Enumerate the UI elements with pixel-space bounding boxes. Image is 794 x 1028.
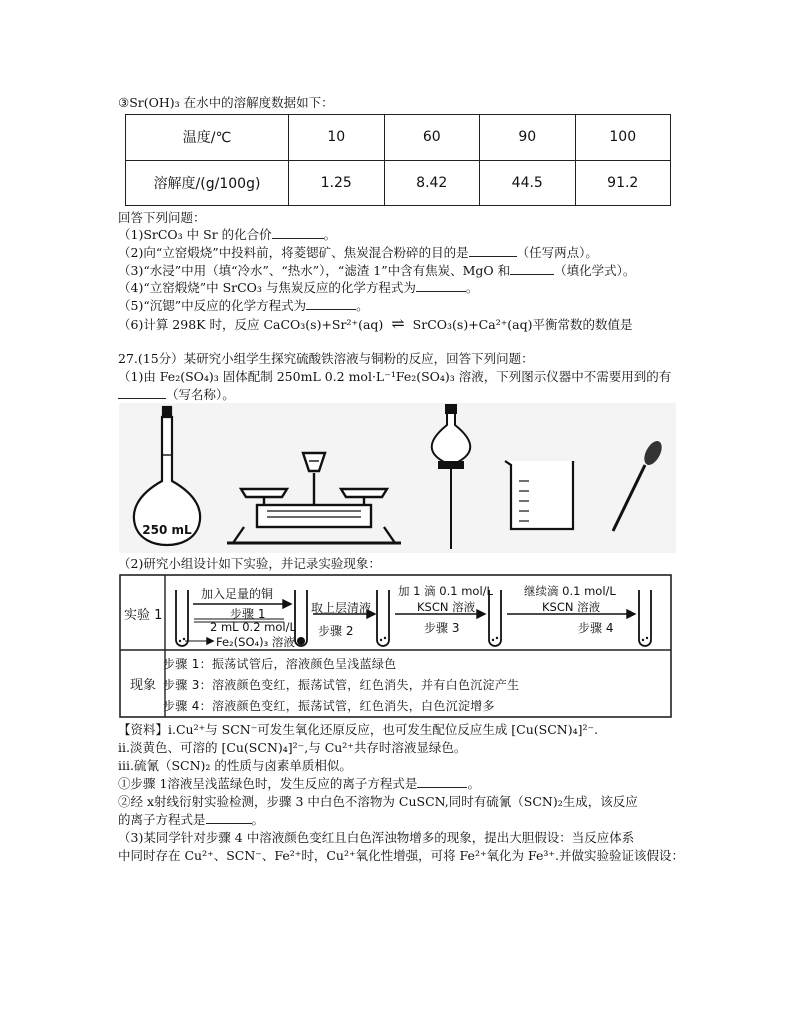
info-2: ii.淡黄色、可溶的 [Cu(SCN)₄]²⁻,与 Cu²⁺共存时溶液显绿色。 bbox=[118, 740, 467, 755]
q27-part2: （2)研究小组设计如下实验，并记录实验现象： bbox=[118, 556, 381, 571]
equilibrium-arrow: ⇌ bbox=[391, 314, 405, 333]
step3-reagent: 加 1 滴 0.1 mol/L bbox=[398, 584, 493, 598]
q27-header: 27.(15分）某研究小组学生探究硫酸铁溶液与铜粉的反应，回答下列问题： bbox=[118, 351, 534, 366]
apparatus-figure bbox=[119, 403, 676, 553]
copper-powder-icon bbox=[297, 637, 305, 645]
step2-label: 步骤 2 bbox=[318, 624, 354, 638]
phenomena-label: 现象 bbox=[130, 678, 157, 693]
phenomenon-step1: 步骤 1：振荡试管后，溶液颜色呈浅蓝绿色 bbox=[163, 657, 397, 671]
q26-part3: （3)“水浸”中用（填“冷水”、“热水”），“滤渣 1”中含有焦炭、MgO 和 （填化学式）。 bbox=[118, 263, 636, 278]
tube1-solution: Fe₂(SO₄)₃ 溶液 bbox=[216, 635, 295, 649]
answer-blank[interactable] bbox=[272, 237, 324, 239]
q27-part3-b: 中同时存在 Cu²⁺、SCN⁻、Fe²⁺时，Cu²⁺氧化性增强，可将 Fe²⁺氧化为 Fe³⁺.并做实验验证该假设： bbox=[118, 848, 684, 863]
answer-blank[interactable] bbox=[306, 308, 356, 310]
q27-part3-a: （3)某同学针对步骤 4 中溶液颜色变红且白色浑浊物增多的现象，提出大胆假设：当反应体系 bbox=[118, 830, 635, 845]
step4-label: 步骤 4 bbox=[578, 621, 614, 635]
answer-blank[interactable] bbox=[118, 397, 166, 399]
q27-sub1: ①步骤 1溶液呈浅蓝绿色时，发生反应的离子方程式是 。 bbox=[118, 776, 480, 791]
q27-sub2-b: 的离子方程式是 。 bbox=[118, 812, 265, 827]
answer-blank[interactable] bbox=[417, 786, 467, 788]
q26-part6: （6)计算 298K 时，反应 CaCO₃(s)+Sr²⁺(aq) ⇌ SrCO₃(s)+Ca²⁺(aq)平衡常数的数值是 bbox=[118, 314, 633, 333]
beaker-icon bbox=[505, 461, 573, 529]
table-cell: 60 bbox=[384, 115, 480, 161]
step3-label: 步骤 3 bbox=[424, 621, 460, 635]
table-cell: 91.2 bbox=[575, 160, 671, 206]
flask-volume-label: 250 mL bbox=[142, 523, 192, 537]
answer-blank[interactable] bbox=[206, 822, 252, 824]
step4-reagent-name: KSCN 溶液 bbox=[542, 600, 601, 614]
q26-part2: （2)向“立窑煅烧”中投料前，将菱锶矿、焦炭混合粉碎的目的是 （任写两点）。 bbox=[118, 245, 598, 260]
phenomenon-step4: 步骤 4：溶液颜色变红，振荡试管，红色消失，白色沉淀增多 bbox=[163, 699, 495, 713]
tube1-concentration: 2 mL 0.2 mol/L bbox=[210, 620, 296, 634]
table-cell: 44.5 bbox=[480, 160, 576, 206]
step2-action: 取上层清液 bbox=[311, 601, 372, 615]
table-row bbox=[126, 160, 671, 206]
q27-sub2-a: ②经 x射线衍射实验检测，步骤 3 中白色不溶物为 CuSCN,同时有硫氰（SCN)₂生成，该反应 bbox=[118, 794, 638, 809]
row-header-temperature: 温度/℃ bbox=[126, 115, 289, 161]
table-cell: 1.25 bbox=[289, 160, 385, 206]
answer-blank[interactable] bbox=[469, 255, 517, 257]
solubility-intro: ③Sr(OH)₃ 在水中的溶解度数据如下： bbox=[118, 95, 334, 110]
q27-part1-b: （写名称）。 bbox=[118, 387, 235, 402]
step1-label: 步骤 1 bbox=[230, 607, 266, 621]
q26-prompt: 回答下列问题： bbox=[118, 210, 206, 225]
step1-reagent: 加入足量的铜 bbox=[201, 587, 274, 601]
q27-part1-a: （1)由 Fe₂(SO₄)₃ 固体配制 250mL 0.2 mol·L⁻¹Fe₂(SO₄)₃ 溶液，下列图示仪器中不需要用到的有 bbox=[118, 369, 672, 384]
step4-reagent: 继续滴 0.1 mol/L bbox=[524, 584, 616, 598]
table-cell: 90 bbox=[480, 115, 576, 161]
solubility-table bbox=[125, 114, 671, 206]
experiment-label: 实验 1 bbox=[124, 608, 163, 623]
q26-part1: （1)SrCO₃ 中 Sr 的化合价 。 bbox=[118, 227, 337, 242]
table-cell: 8.42 bbox=[384, 160, 480, 206]
answer-blank[interactable] bbox=[510, 273, 554, 275]
table-cell: 10 bbox=[289, 115, 385, 161]
q26-part4: （4)“立窑煅烧”中 SrCO₃ 与焦炭反应的化学方程式为 。 bbox=[118, 280, 479, 295]
table-row bbox=[126, 115, 671, 161]
q26-part5: （5)“沉锶”中反应的化学方程式为 。 bbox=[118, 298, 369, 313]
answer-blank[interactable] bbox=[416, 290, 466, 292]
table-cell: 100 bbox=[575, 115, 671, 161]
phenomenon-step3: 步骤 3：溶液颜色变红，振荡试管，红色消失，并有白色沉淀产生 bbox=[163, 678, 520, 692]
info-3: iii.硫氰（SCN)₂ 的性质与卤素单质相似。 bbox=[118, 758, 352, 773]
row-header-solubility: 溶解度/(g/100g) bbox=[126, 160, 289, 206]
info-1: 【资料】i.Cu²⁺与 SCN⁻可发生氧化还原反应，也可发生配位反应生成 [Cu(SCN)₄]²⁻. bbox=[118, 722, 599, 737]
step3-reagent-name: KSCN 溶液 bbox=[417, 600, 476, 614]
